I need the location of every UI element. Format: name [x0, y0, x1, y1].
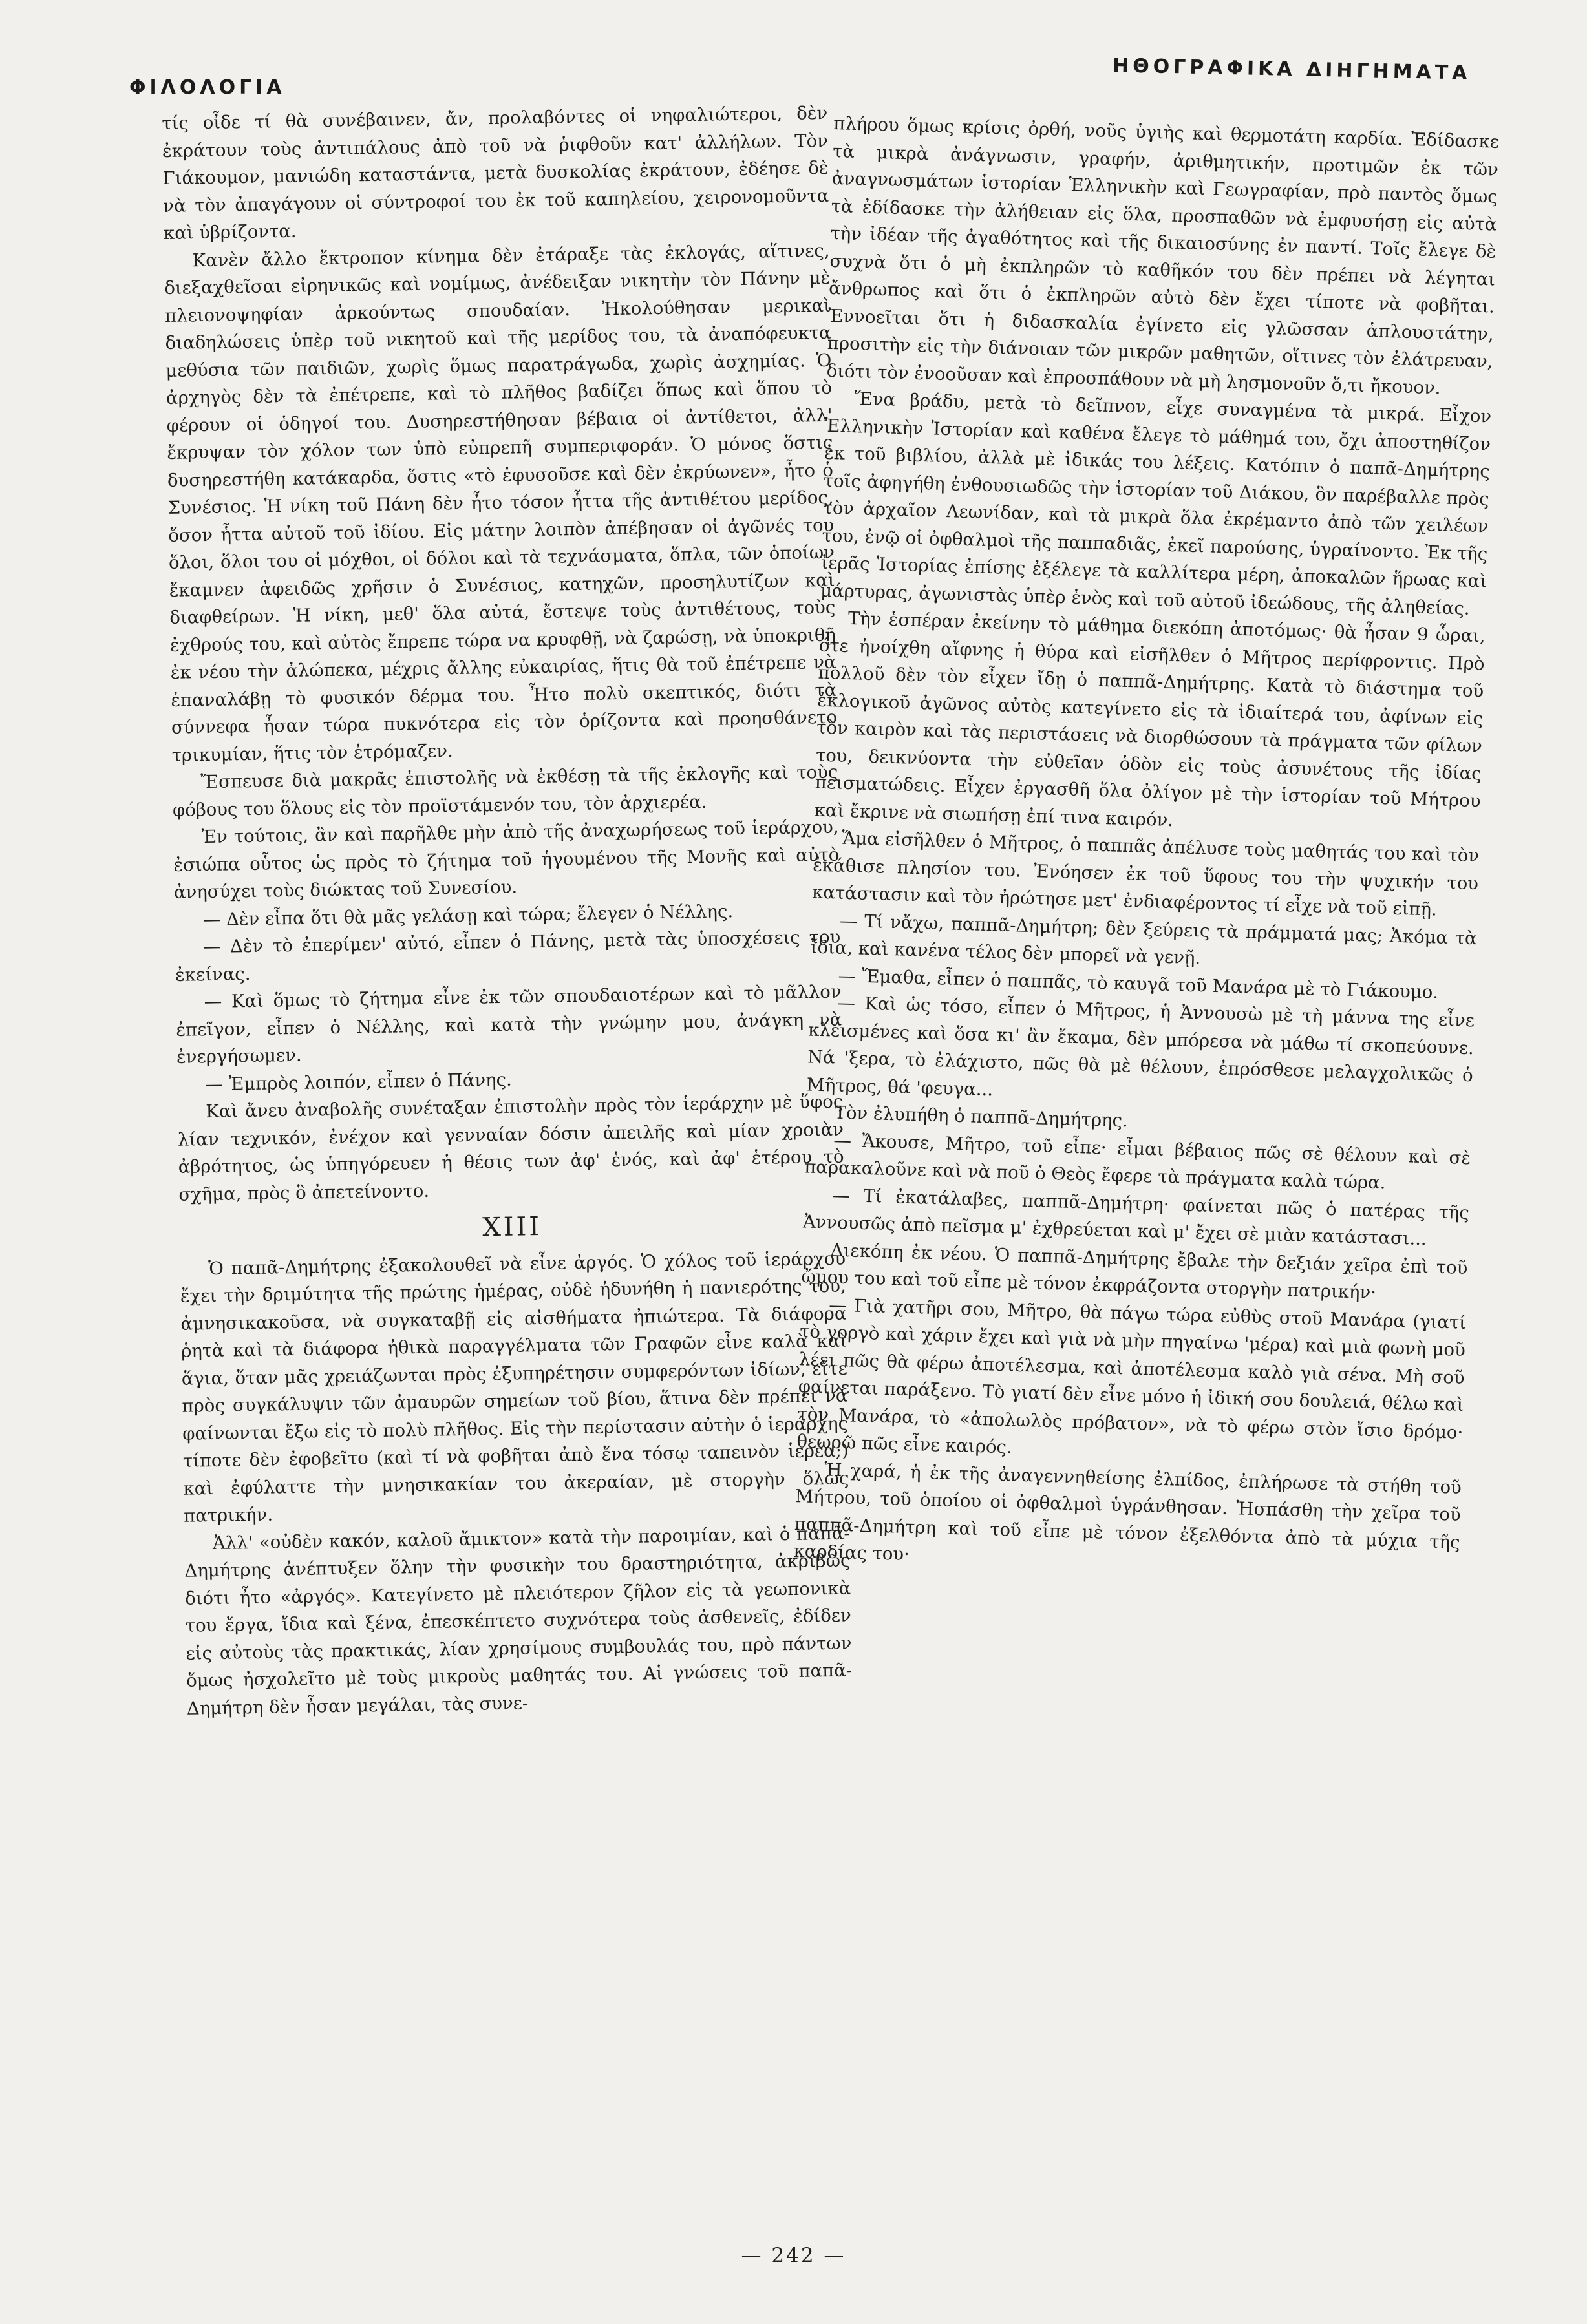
paragraph: Καὶ ἄνευ ἀναβολῆς συνέταξαν ἐπιστολὴν πρὸς τὸν ἱεράρχην μὲ ὕφος λίαν τεχνικόν, ἐνέχον καὶ γενναίαν δόσιν ἀπειλῆς καὶ μίαν χροιὰν ἀβρότητος, ὡς ὑπηγόρευεν ἡ θέσις των ἀφ' ἑνός, καὶ ἀφ' ἑτέρου τὸ σχῆμα, πρὸς ὃ ἀπετείνοντο. [177, 1091, 844, 1205]
dialogue-line: — Δὲν εἶπα ὅτι θὰ μᾶς γελάσῃ καὶ τώρα; ἔλεγεν ὁ Νέλλης. [202, 900, 734, 930]
paragraph: Ἡ χαρά, ἡ ἐκ τῆς ἀναγεννηθείσης ἐλπίδος, ἐπλήρωσε τὰ στήθη τοῦ Μήτρου, τοῦ ὁποίου οἱ ὀφθαλμοὶ ὑγράνθησαν. Ἠσπάσθη τὴν χεῖρα τοῦ παππᾶ-Δημήτρη καὶ τοῦ εἶπε μὲ τόνον ἐξελθόντα ἀπὸ τὰ μύχια τῆς καρδίας του· [793, 1459, 1462, 1565]
paragraph: Ἅμα εἰσῆλθεν ὁ Μῆτρος, ὁ παππᾶς ἀπέλυσε τοὺς μαθητάς του καὶ τὸν ἐκάθισε πλησίον του. Ἐνόησεν ἐκ τοῦ ὕφους του τὴν ψυχικήν του κατάστασιν καὶ τὸν ἠρώτησε μετ' ἐνδιαφέροντος τί εἶχε νὰ τοῦ εἰπῇ. [811, 827, 1480, 920]
dialogue-line: — Καὶ ὅμως τὸ ζήτημα εἶνε ἐκ τῶν σπουδαιοτέρων καὶ τὸ μᾶλλον ἐπεῖγον, εἶπεν ὁ Νέλλης, καὶ κατὰ τὴν γνώμην μου, ἀνάγκη νὰ ἐνεργήσωμεν. [176, 981, 842, 1068]
left-column [162, 100, 853, 1722]
dialogue-line: — Ἔμαθα, εἶπεν ὁ παππᾶς, τὸ καυγᾶ τοῦ Μανάρα μὲ τὸ Γιάκουμο. [838, 965, 1439, 1003]
running-head-right: ΗΘΟΓΡΑΦΙΚΑ ΔΙΗΓΗΜΑΤΑ [1112, 54, 1471, 85]
dialogue-line: — Τί ἐκατάλαβες, παππᾶ-Δημήτρη· φαίνεται πῶς ὁ πατέρας τῆς Ἀννουσῶς ἀπὸ πεῖσμα μ' ἐχθρεύεται καὶ μ' ἔχει σὲ μιὰν κατάστασι... [802, 1185, 1470, 1250]
running-head-left: ΦΙΛΟΛΟΓΙΑ [129, 76, 286, 99]
paragraph: Τὸν ἐλυπήθη ὁ παππᾶ-Δημήτρης. [834, 1102, 1129, 1132]
paragraph: τίς οἶδε τί θὰ συνέβαινεν, ἄν, προλαβόντες οἱ νηφαλιώτεροι, δὲν ἐκράτουν τοὺς ἀντιπάλους ἀπὸ τοῦ νὰ ῥιφθοῦν κατ' ἀλλήλων. Τὸν Γιάκουμον, μανιώδη καταστάντα, μετὰ δυσκολίας ἐκράτουν, ἐδέησε δὲ νὰ τὸν ἀπαγάγουν οἱ σύντροφοί του ἐκ τοῦ καπηλείου, χειρονομοῦντα καὶ ὑβρίζοντα. [162, 102, 829, 244]
paragraph: Κανὲν ἄλλο ἔκτροπον κίνημα δὲν ἐτάραξε τὰς ἐκλογάς, αἵτινες, διεξαχθεῖσαι εἰρηνικῶς καὶ νομίμως, ἀνέδειξαν νικητὴν τὸν Πάνην μὲ πλειονοψηφίαν ἀρκούντως σπουδαίαν. Ἠκολούθησαν μερικαὶ διαδηλώσεις ὑπὲρ τοῦ νικητοῦ καὶ τῆς μερίδος του, τὰ ἀναπόφευκτα μεθύσια τῶν παιδιῶν, χωρὶς ὅμως παρατράγωδα, χωρὶς ἀσχημίας. Ὁ ἀρχηγὸς δὲν τὰ ἐπέτρεπε, καὶ τὸ πλῆθος βαδίζει ὅπως καὶ ὅπου τὸ φέρουν οἱ ὁδηγοί του. Δυσηρεστήθησαν βέβαια οἱ ἀντίθετοι, ἀλλ' ἔκρυψαν τὸν χόλον των ὑπὸ εὐπρεπῆ συμπεριφοράν. Ὁ μόνος ὅστις δυσηρεστήθη κατάκαρδα, ὅστις «τὸ ἐφυσοῦσε καὶ δὲν ἐκρύωνεν», ἦτο ὁ Συνέσιος. Ἡ νίκη τοῦ Πάνη δὲν ἦτο τόσον ἧττα τῆς ἀντιθέτου μερίδος, ὅσον ἧττα αὐτοῦ τοῦ ἰδίου. Εἰς μάτην λοιπὸν ἀπέβησαν οἱ ἀγῶνές του ὅλοι, ὅλοι του οἱ μόχθοι, οἱ δόλοι καὶ τὰ τεχνάσματα, ὅπλα, τῶν ὁποίων ἔκαμνεν ἀφειδῶς χρῆσιν ὁ Συνέσιος, κατηχῶν, προσηλυτίζων καὶ διαφθείρων. Ἡ νίκη, μεθ' ὅλα αὐτά, ἔστεψε τοὺς ἀντιθέτους, τοὺς ἐχθρούς του, καὶ αὐτὸς ἔπρεπε τώρα να κρυφθῇ, νὰ ζαρώσῃ, νὰ ὑποκριθῇ ἐκ νέου τὴν ἀλώπεκα, μέχρις ἄλλης εὐκαιρίας, ἥτις θὰ τοῦ ἐπέτρεπε νὰ ἐπαναλάβῃ τὸ φυσικόν δέρμα του. Ἦτο πολὺ σκεπτικός, διότι τὰ σύννεφα ἦσαν τώρα πυκνότερα εἰς τὸν ὁρίζοντα καὶ προησθάνετο τρικυμίαν, ἥτις τὸν ἐτρόμαζεν. [164, 240, 838, 766]
page-number: — 242 — [741, 2244, 846, 2267]
paragraph: Διεκόπη ἐκ νέου. Ὁ παππᾶ-Δημήτρης ἔβαλε τὴν δεξιάν χεῖρα ἐπὶ τοῦ ὤμου του καὶ τοῦ εἶπε μὲ τόνον ἐκφράζοντα στοργὴν πατρικήν· [801, 1240, 1468, 1304]
dialogue-line: — Γιὰ χατῆρι σου, Μῆτρο, θὰ πάγω τώρα εὐθὺς στοῦ Μανάρα (γιατί τὸ γοργὸ καὶ χάριν ἔχει καὶ γιὰ νὰ μὴν πηγαίνω 'μέρα) καὶ μιὰ φωνὴ μοῦ λέει πῶς θὰ φέρω ἀποτέλεσμα, καὶ ἀποτέλεσμα καλὸ γιὰ σένα. Μὴ σοῦ φαίνεται παράξενο. Τὸ γιατί δὲν εἶνε μόνο ἡ ἰδική σου δουλειά, θέλω καὶ τὸν Μανάρα, τὸ «ἀπολωλὸς πρόβατον», νὰ τὸ φέρω στὸν ἴσιο δρόμο· θεωρῶ πῶς εἶνε καιρός. [796, 1294, 1467, 1458]
dialogue-line: — Δὲν τὸ ἐπερίμεν' αὐτό, εἶπεν ὁ Πάνης, μετὰ τὰς ὑποσχέσεις του ἐκείνας. [175, 926, 841, 986]
paragraph: πλήρου ὅμως κρίσις ὀρθή, νοῦς ὑγιὴς καὶ θερμοτάτη καρδία. Ἐδίδασκε τὰ μικρὰ ἀνάγνωσιν, γραφήν, ἀριθμητικήν, προτιμῶν ἐκ τῶν ἀναγνωσμάτων ἱστορίαν Ἑλληνικὴν καὶ Γεωγραφίαν, πρὸ παντὸς ὅμως τὰ ἐδίδασκε τὴν ἀλήθειαν εἰς ὅλα, προσπαθῶν νὰ ἐμφυσήσῃ εἰς αὐτὰ τὴν ἰδέαν τῆς ἀγαθότητος καὶ τῆς δικαιοσύνης ἐν παντί. Τοῖς ἔλεγε δὲ συχνὰ ὅτι ὁ μὴ ἐκπληρῶν τὸ καθῆκόν του δὲν πρέπει νὰ λέγηται ἄνθρωπος καὶ ὅτι ὁ ἐκπληρῶν αὐτὸ δὲν ἔχει τίποτε νὰ φοβῆται. Ἐννοεῖται ὅτι ἡ διδασκαλία ἐγίνετο εἰς γλῶσσαν ἁπλουστάτην, προσιτὴν εἰς τὴν διάνοιαν τῶν μικρῶν μαθητῶν, οἵτινες τὸν ἐλάτρευαν, διότι τὸν ἐνοοῦσαν καὶ ἐπροσπάθουν νὰ μὴ λησμονοῦν ὅ,τι ἤκουον. [826, 112, 1500, 398]
right-column [793, 110, 1499, 1583]
paragraph: Ἔσπευσε διὰ μακρᾶς ἐπιστολῆς νὰ ἐκθέσῃ τὰ τῆς ἐκλογῆς καὶ τοὺς φόβους του ὅλους εἰς τὸν προϊστάμενόν του, τὸν ἀρχιερέα. [172, 761, 838, 821]
dialogue-line: — Τί νἄχω, παππᾶ-Δημήτρη; δὲν ξεύρεις τὰ πράμματά μας; Ἀκόμα τὰ ἴδια, καὶ κανένα τέλος δὲν μπορεῖ νὰ γενῇ. [810, 910, 1478, 969]
dialogue-line: — Ἐμπρὸς λοιπόν, εἶπεν ὁ Πάνης. [205, 1069, 512, 1095]
paragraph: Ὁ παπᾶ-Δημήτρης ἐξακολουθεῖ νὰ εἶνε ἀργός. Ὁ χόλος τοῦ ἱεράρχου ἔχει τὴν δριμύτητα τῆς πρώτης ἡμέρας, οὐδὲ ἠδυνήθη ἡ πανιερότης του, ἀμνησικακοῦσα, νὰ συγκαταβῇ εἰς αἰσθήματα ἠπιώτερα. Τὰ διάφορα ῥητὰ καὶ τὰ διάφορα ἠθικὰ παραγγέλματα τῶν Γραφῶν εἶνε καλὰ καὶ ἅγια, ὅταν μᾶς χρειάζωνται πρὸς ἐξυπηρέτησιν συμφερόντων ἰδίων, εἴτε πρὸς συγκάλυψιν τῶν ἀμαυρῶν σημείων τοῦ βίου, ἅτινα δὲν πρέπει νὰ φαίνωνται ἔξω εἰς τὸ πολὺ πλῆθος. Εἰς τὴν περίστασιν αὐτὴν ὁ ἱεράρχης τίποτε δὲν ἐφοβεῖτο (καὶ τί νὰ φοβῆται ἀπὸ ἕνα τόσῳ ταπεινὸν ἱερέα;) καὶ ἐφύλαττε τὴν μνησικακίαν του ἀκεραίαν, μὲ στοργὴν ὅλως πατρικήν. [180, 1248, 849, 1526]
dialogue-line: — Καὶ ὡς τόσο, εἶπεν ὁ Μῆτρος, ἡ Ἀννουσὼ μὲ τὴ μάννα της εἶνε κλεισμένες καὶ ὅσα κι' ἂν ἔκαμα, δὲν μπόρεσα νὰ μάθω τί σκοπεύουνε. Νά 'ξερα, τὸ ἐλάχιστο, πῶς θὰ μὲ θέλουν, ἐπρόσθεσε μελαγχολικῶς ὁ Μῆτρος, θά 'φευγα... [806, 992, 1475, 1100]
section-number: XIII [482, 1211, 542, 1243]
paragraph: Τὴν ἑσπέραν ἐκείνην τὸ μάθημα διεκόπη ἀποτόμως· θὰ ἦσαν 9 ὧραι, ὅτε ἠνοίχθη αἴφνης ἡ θύρα καὶ εἰσῆλθεν ὁ Μῆτρος περίφροντις. Πρὸ πολλοῦ δὲν τὸν εἶχεν ἴδῃ ὁ παππᾶ-Δημήτρης. Κατὰ τὸ διάστημα τοῦ ἐκλογικοῦ ἀγῶνος αὐτὸς κατεγίνετο εἰς τὰ ἰδιαίτερά του, ἀφίνων εἰς τὸν καιρὸν καὶ τὰς περιστάσεις νὰ διορθώσουν τὰ πράγματα τῶν φίλων του, δεικνύοντα τὴν εὐθεῖαν ὁδὸν εἰς τοὺς ἀσυνέτους τῆς ἰδίας πεισματώδεις. Εἶχεν ἐργασθῆ ὅλα ὀλίγον μὲ τὴν ἱστορίαν τοῦ Μήτρου καὶ ἔκρινε νὰ σιωπήσῃ ἐπί τινα καιρόν. [814, 607, 1486, 830]
paragraph: Ἐν τούτοις, ἂν καὶ παρῆλθε μὴν ἀπὸ τῆς ἀναχωρήσεως τοῦ ἱεράρχου, ἐσιώπα οὗτος ὡς πρὸς τὸ ζήτημα τοῦ ἡγουμένου τῆς Μονῆς καὶ αὐτὸ ἀνησύχει τοὺς διώκτας τοῦ Συνεσίου. [173, 816, 840, 903]
paragraph: Ἕνα βράδυ, μετὰ τὸ δεῖπνον, εἶχε συναγμένα τὰ μικρά. Εἶχον Ἑλληνικὴν Ἱστορίαν καὶ καθένα ἔλεγε τὸ μάθημά του, ὄχι ἀποστηθίζον ἐκ τοῦ βιβλίου, ἀλλὰ μὲ ἰδικάς του λέξεις. Κατόπιν ὁ παπᾶ-Δημήτρης τοῖς ἀφηγήθη ἐνθουσιωδῶς τὴν ἱστορίαν τοῦ Διάκου, ὃν παρέβαλλε πρὸς τὸν ἀρχαῖον Λεωνίδαν, καὶ τὰ μικρὰ ὅλα ἐκρέμαντο ἀπὸ τῶν χειλέων του, ἐνῷ οἱ ὀφθαλμοὶ τῆς παππαδιᾶς, ἐκεῖ παρούσης, ὑγραίνοντο. Ἐκ τῆς ἱερᾶς Ἱστορίας ἐπίσης ἐξέλεγε τὰ καλλίτερα μέρη, ἀποκαλῶν ἥρωας καὶ μάρτυρας, ἀγωνιστὰς ὑπὲρ ἑνὸς καὶ τοῦ αὐτοῦ ἰδεώδους, τῆς ἀληθείας. [820, 388, 1492, 619]
dialogue-line: — Ἄκουσε, Μῆτρο, τοῦ εἶπε· εἶμαι βέβαιος πῶς σὲ θέλουν καὶ σὲ παρακαλοῦνε καὶ νὰ ποῦ ὁ Θεὸς ἔφερε τὰ πράγματα καλὰ τώρα. [804, 1130, 1471, 1194]
paragraph: Ἀλλ' «οὐδὲν κακόν, καλοῦ ἄμικτον» κατὰ τὴν παροιμίαν, καὶ ὁ παπᾶ-Δημήτρης ἀνέπτυξεν ὅλην τὴν φυσικὴν του δραστηριότητα, ἀκριβῶς διότι ἦτο «ἀργός». Κατεγίνετο μὲ πλειότερον ζῆλον εἰς τὰ γεωπονικὰ του ἔργα, ἴδια καὶ ξένα, ἐπεσκέπτετο συχνότερα τοὺς ἀσθενεῖς, ἐδίδεν εἰς αὐτοὺς τὰς πρακτικάς, λίαν χρησίμους συμβουλάς του, πρὸ πάντων ὅμως ἠσχολεῖτο μὲ τοὺς μικροὺς μαθητάς του. Αἱ γνώσεις τοῦ παπᾶ-Δημήτρη δὲν ἦσαν μεγάλαι, τὰς συνε- [184, 1523, 853, 1719]
